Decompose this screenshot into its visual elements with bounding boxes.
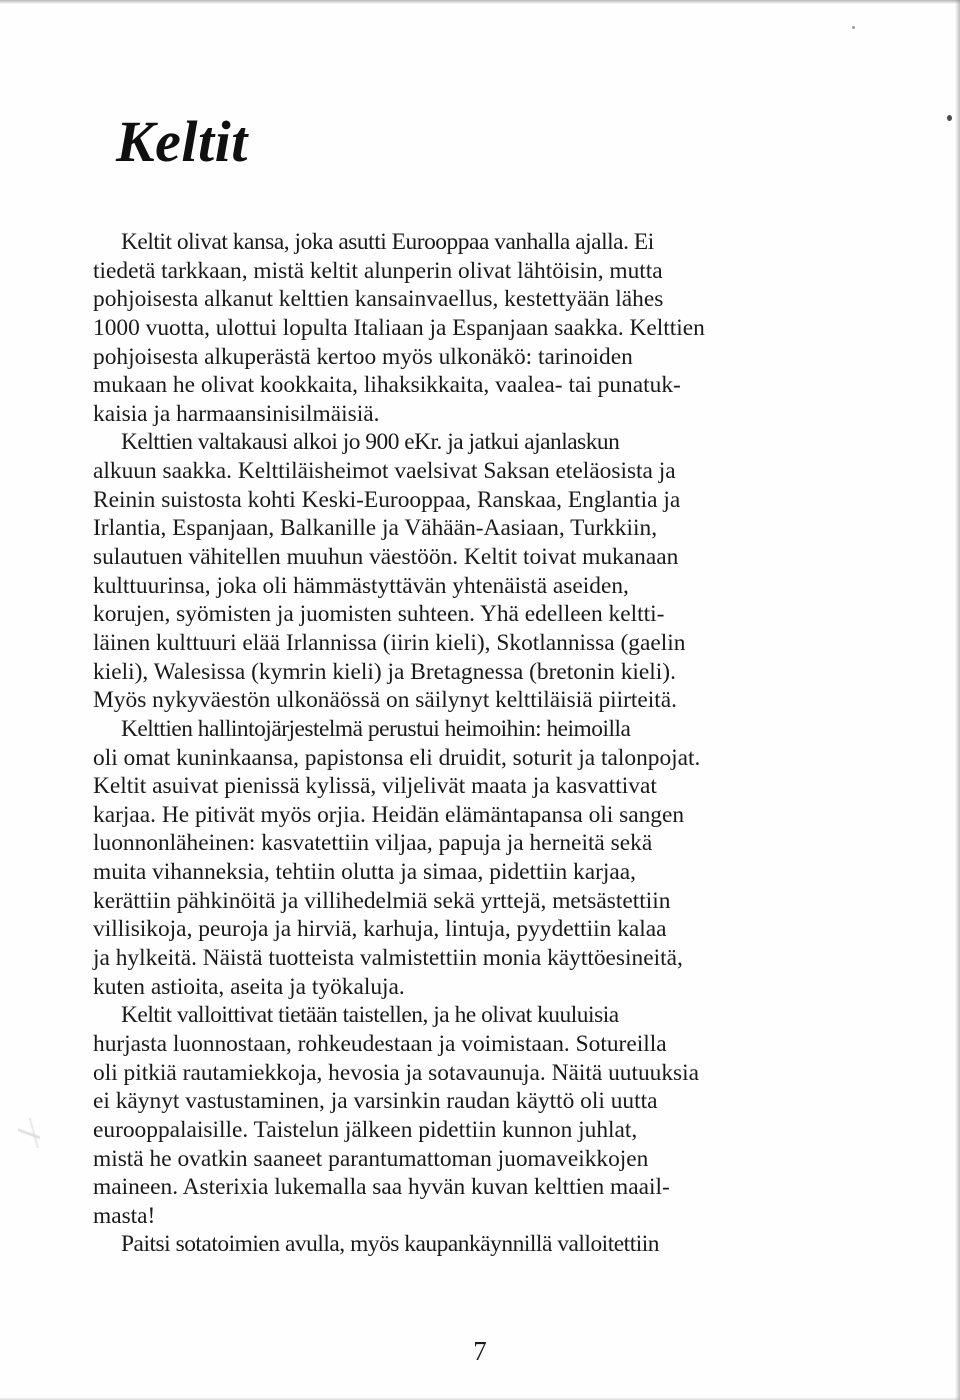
text-line: kieli), Walesissa (kymrin kieli) ja Bretagnessa (bretonin kieli). (93, 658, 676, 685)
text-line: oli pitkiä rautamiekkoja, hevosia ja sotavaunuja. Näitä uutuuksia (93, 1059, 700, 1086)
text-line: pohjoisesta alkanut kelttien kansainvaellus, kestettyään lähes (93, 286, 664, 313)
text-line: Keltit valloittivat tietään taistellen, ja he olivat kuuluisia (121, 1002, 619, 1029)
page-number: 7 (473, 1336, 487, 1366)
text-line: alkuun saakka. Kelttiläisheimot vaelsivat Saksan eteläosista ja (93, 458, 676, 485)
text-line: Reinin suistosta kohti Keski-Eurooppaa, Ranskaa, Englantia ja (93, 486, 681, 513)
scan-smudge-icon (18, 1118, 40, 1148)
text-line: Keltit olivat kansa, joka asutti Eurooppaa vanhalla ajalla. Ei (121, 229, 654, 255)
text-line: muita vihanneksia, tehtiin olutta ja simaa, pidettiin karjaa, (93, 859, 637, 886)
text-line: villisikoja, peuroja ja hirviä, karhuja, lintuja, pyydettiin kalaa (93, 916, 667, 943)
chapter-title: Keltit (116, 108, 248, 174)
page-edge-shadow-right (955, 0, 960, 1400)
text-line: maineen. Asterixia lukemalla saa hyvän kuvan kelttien maail- (93, 1174, 670, 1201)
text-line: luonnonläheinen: kasvatettiin viljaa, papuja ja herneitä sekä (93, 830, 653, 857)
text-line: mukaan he olivat kookkaita, lihaksikkaita, vaalea- tai punatuk- (93, 372, 681, 399)
text-line: mistä he ovatkin saaneet parantumattoman juomaveikkojen (93, 1145, 649, 1172)
text-line: ja hylkeitä. Näistä tuotteista valmistettiin monia käyttöesineitä, (93, 945, 683, 972)
text-line: Irlantia, Espanjaan, Balkanille ja Vähään-Aasiaan, Turkkiin, (93, 515, 658, 542)
text-line: pohjoisesta alkuperästä kertoo myös ulkonäkö: tarinoiden (93, 343, 633, 370)
scan-speck-icon (852, 26, 855, 29)
text-line: Kelttien valtakausi alkoi jo 900 eKr. ja jatkui ajanlaskun (121, 429, 620, 456)
text-line: 1000 vuotta, ulottui lopulta Italiaan ja Espanjaan saakka. Kelttien (93, 314, 705, 341)
text-line: oli omat kuninkaansa, papistonsa eli druidit, soturit ja talonpojat. (93, 744, 701, 771)
body-text (93, 228, 815, 1259)
text-line: masta! (93, 1202, 156, 1229)
page-edge-shadow-top (0, 0, 960, 4)
text-line: läinen kulttuuri elää Irlannissa (iirin kieli), Skotlannissa (gaelin (93, 629, 686, 656)
text-line: Myös nykyväestön ulkonäössä on säilynyt kelttiläisiä piirteitä. (93, 687, 678, 714)
scan-speck-icon (947, 115, 952, 121)
text-line: Kelttien hallintojärjestelmä perustui heimoihin: heimoilla (121, 715, 631, 742)
text-line: hurjasta luonnostaan, rohkeudestaan ja voimistaan. Sotureilla (93, 1030, 667, 1057)
text-line: ei käynyt vastustaminen, ja varsinkin raudan käyttö oli uutta (93, 1088, 658, 1115)
text-line: karjaa. He pitivät myös orjia. Heidän elämäntapansa oli sangen (93, 801, 685, 828)
text-line: korujen, syömisten ja juomisten suhteen. Yhä edelleen keltti- (93, 601, 665, 628)
text-line: kerättiin pähkinöitä ja villihedelmiä sekä yrttejä, metsästettiin (93, 887, 671, 914)
text-line: eurooppalaisille. Taistelun jälkeen pidettiin kunnon juhlat, (93, 1116, 638, 1143)
text-line: kulttuurinsa, joka oli hämmästyttävän yhtenäistä aseiden, (93, 572, 629, 599)
text-line: tiedetä tarkkaan, mistä keltit alunperin olivat lähtöisin, mutta (93, 257, 663, 284)
text-line: kuten astioita, aseita ja työkaluja. (93, 973, 405, 1000)
text-line: kaisia ja harmaansinisilmäisiä. (93, 400, 380, 427)
text-line: Keltit asuivat pienissä kylissä, viljelivät maata ja kasvattivat (93, 773, 657, 800)
text-line: Paitsi sotatoimien avulla, myös kaupankäynnillä valloitettiin (121, 1231, 660, 1258)
text-line: sulautuen vähitellen muuhun väestöön. Keltit toivat mukanaan (93, 544, 679, 571)
